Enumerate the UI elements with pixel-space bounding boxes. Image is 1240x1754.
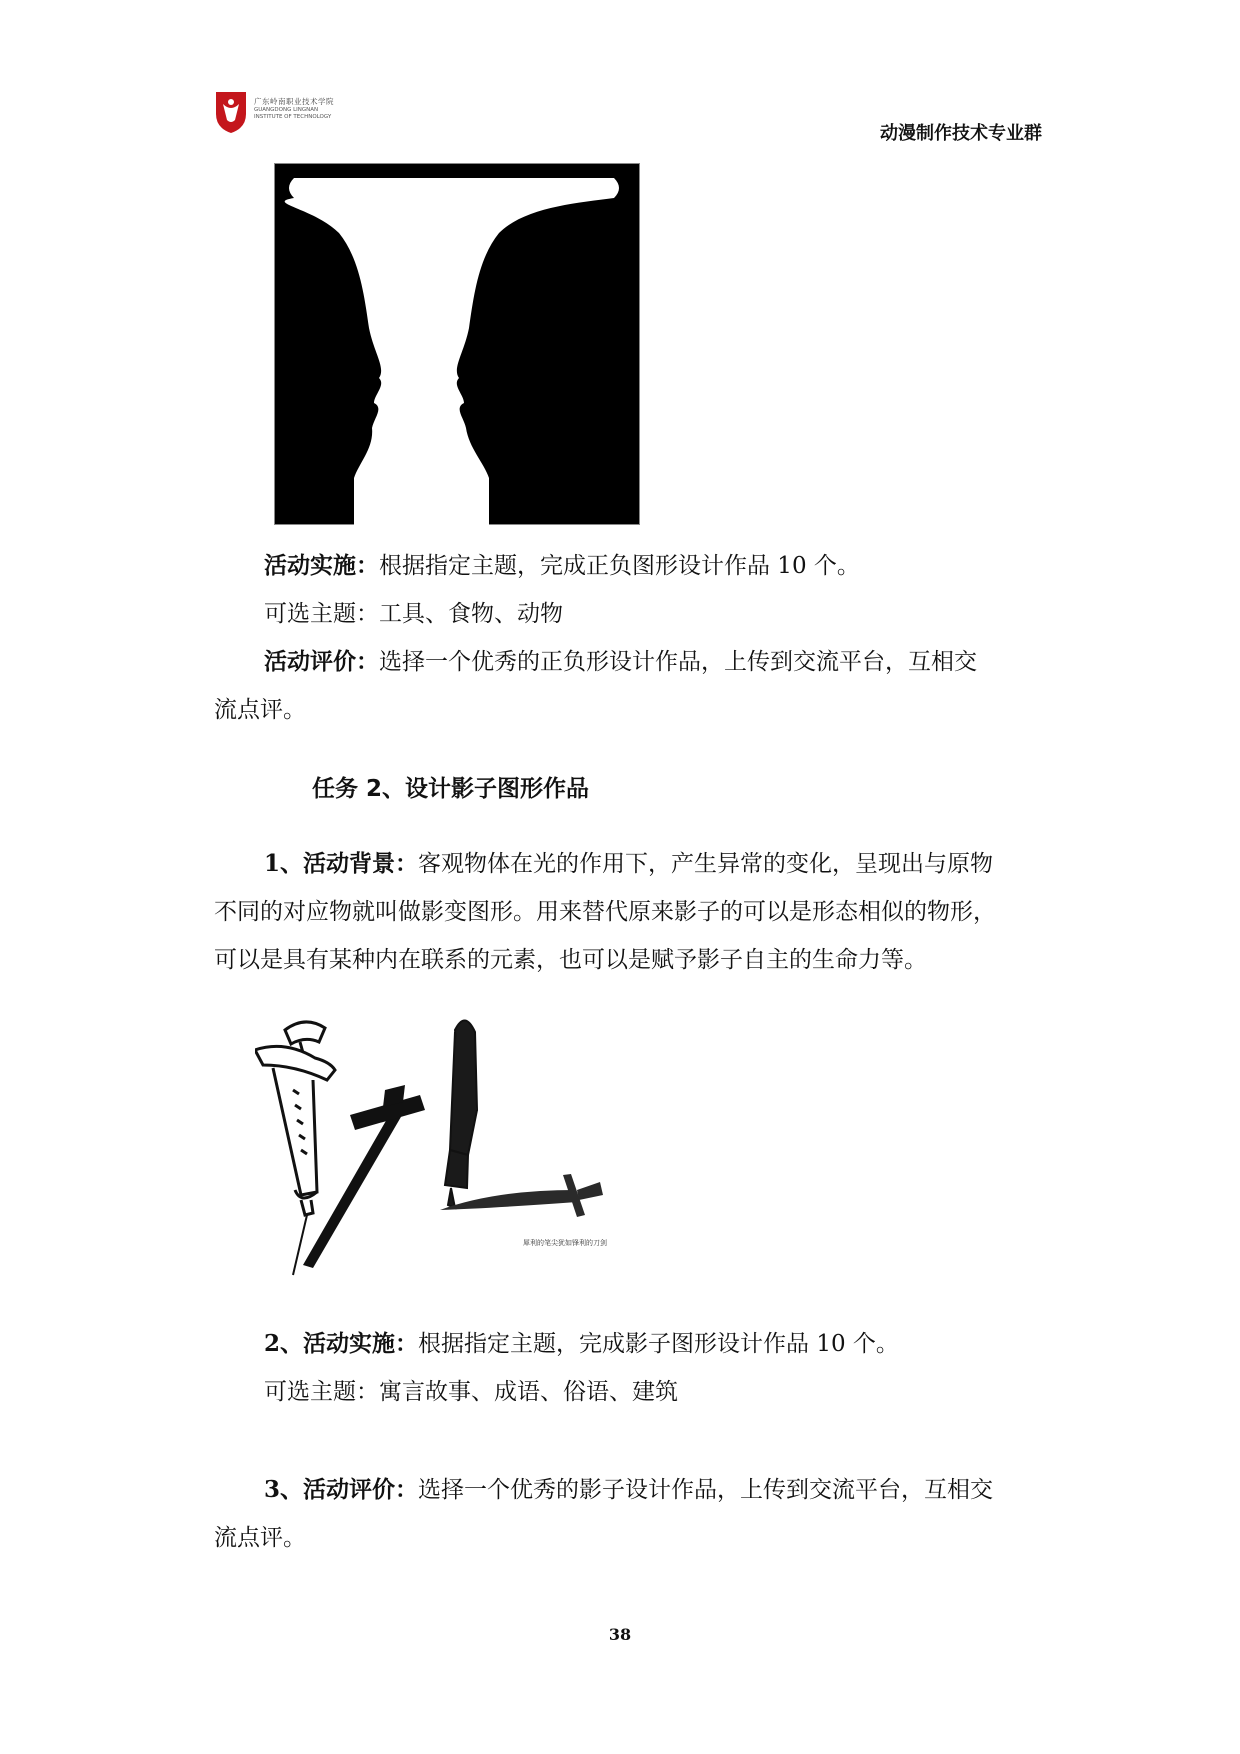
optional-topics-2: 可选主题：寓言故事、成语、俗语、建筑 [264,1379,678,1405]
background-line1: 客观物体在光的作用下，产生异常的变化，呈现出与原物 [418,851,994,877]
cross-shadow [303,1085,425,1268]
shield-logo-icon [214,90,248,134]
institute-logo [214,90,354,138]
activity-evaluation-1 [214,638,1044,686]
impl2-label: 2、活动实施： [264,1330,419,1357]
impl-text: 根据指定主题，完成正负图形设计作品 10 个。 [379,553,860,579]
rubin-vase-figure [274,163,640,525]
optional-topics-1: 可选主题：工具、食物、动物 [264,601,563,627]
activity-implementation-1 [214,542,1044,590]
activity-implementation-2 [214,1320,1044,1368]
eval-text-line1: 选择一个优秀的正负形设计作品，上传到交流平台，互相交 [379,649,977,675]
logo-name-cn: 广东岭南职业技术学院 [254,97,334,106]
impl2-text: 根据指定主题，完成影子图形设计作品 10 个。 [418,1331,899,1357]
eval-label: 活动评价： [264,648,379,675]
impl-label: 活动实施： [264,552,379,579]
eval2-line1: 选择一个优秀的影子设计作品，上传到交流平台，互相交 [418,1477,994,1503]
page-number: 38 [608,1625,632,1644]
logo-name-en-2: INSTITUTE OF TECHNOLOGY [254,114,332,120]
logo-name-en-1: GUANGDONG LINGNAN [254,107,319,113]
task-2-title: 任务 2、设计影子图形作品 [312,776,590,802]
shadow-illustration [255,1010,675,1280]
activity-background [214,840,1044,888]
eval-text-line2: 流点评。 [214,697,306,723]
header-group-title: 动漫制作技术专业群 [880,123,1042,144]
background-line2: 不同的对应物就叫做影变图形。用来替代原来影子的可以是形态相似的物形， [214,899,996,925]
background-line3: 可以是具有某种内在联系的元素，也可以是赋予影子自主的生命力等。 [214,947,927,973]
eval2-label: 3、活动评价： [264,1476,419,1503]
background-label: 1、活动背景： [264,850,419,877]
illustration-caption: 犀利的笔尖犹如锋利的刀剑 [523,1239,607,1247]
pen-drawing [445,1020,477,1208]
eval2-line2: 流点评。 [214,1525,306,1551]
logo-text [254,96,334,121]
activity-evaluation-2 [214,1466,1044,1514]
